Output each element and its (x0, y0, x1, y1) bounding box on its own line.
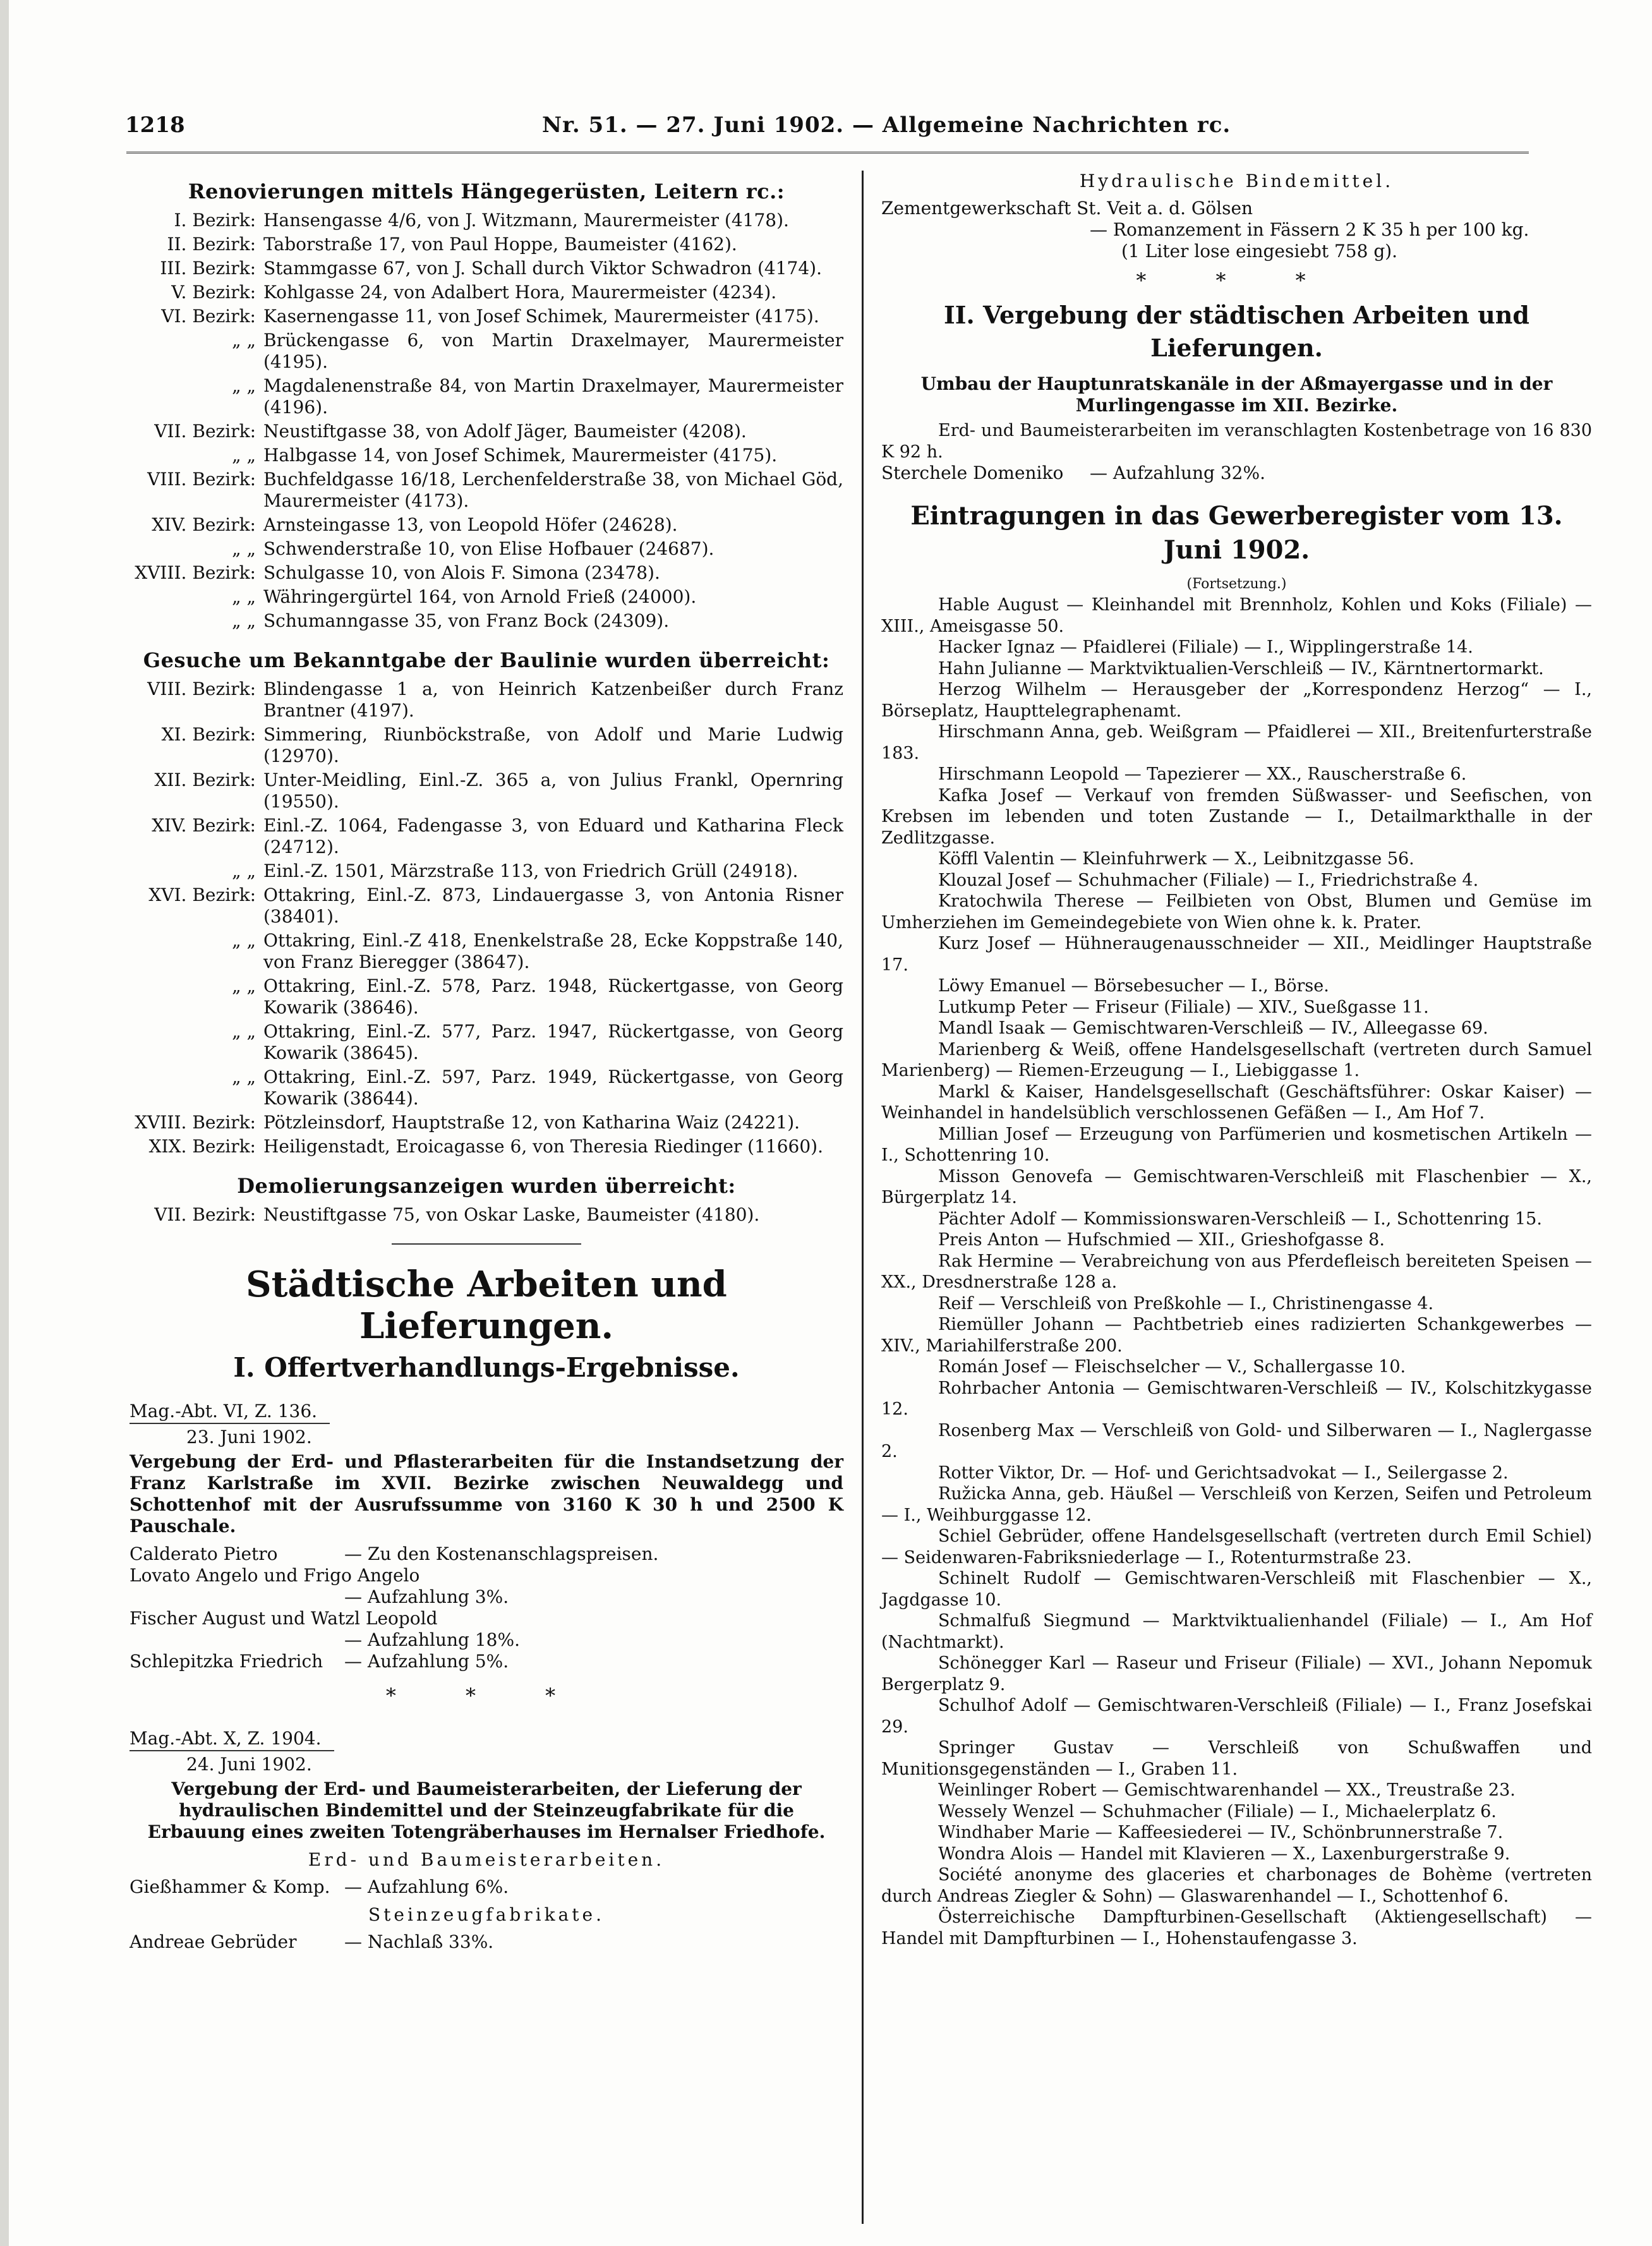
register-entry: Misson Genovefa — Gemischtwaren-Verschleiß mit Flaschenbier — X., Bürgerplatz 14. (881, 1166, 1592, 1207)
offer-date: 23. Juni 1902. (186, 1427, 312, 1447)
offer-description: Vergebung der Erd- und Pflasterarbeiten für die Instandsetzung der Franz Karlstraße im XVII. Bezirke zwischen Neuwaldegg und Schottenhof mit der Ausrufssumme von 3160 K 30 h und 2500 K Pauschale. (130, 1451, 843, 1537)
entry-text: Halbgasse 14, von Josef Schimek, Maurermeister (4175). (263, 445, 778, 466)
district-label: „ „ (232, 445, 256, 466)
district-entry (130, 306, 843, 327)
entry-text: Neustiftgasse 38, von Adolf Jäger, Baumeister (4208). (263, 421, 747, 442)
hydraulic-price: — Romanzement in Fässern 2 K 35 h per 100 kg. (1090, 219, 1529, 240)
continuation-note: (Fortsetzung.) (1186, 576, 1287, 592)
bid-value: — Aufzahlung 5%. (344, 1651, 509, 1672)
register-entry: Hirschmann Anna, geb. Weißgram — Pfaidlerei — XII., Breitenfurterstraße 183. (881, 722, 1592, 763)
district-entry (130, 258, 843, 279)
district-label: I. Bezirk: (174, 210, 256, 231)
umbau-text: Erd- und Baumeisterarbeiten im veranschlagten Kostenbetrage von 16 830 K 92 h. (881, 421, 1592, 462)
bid-value: — Zu den Kostenanschlagspreisen. (344, 1543, 659, 1564)
district-entry (130, 469, 843, 512)
district-label: „ „ (232, 975, 256, 996)
bid-value: — Aufzahlung 18%. (344, 1629, 520, 1650)
district-label: VIII. Bezirk: (147, 469, 256, 490)
register-entry: Schiel Gebrüder, offene Handelsgesellschaft (vertreten durch Emil Schiel) — Seidenwaren-Fabriksniederlage — I., Rotenturmstraße 23. (881, 1526, 1592, 1567)
renovation-list (130, 210, 843, 632)
right-column (881, 171, 1592, 1949)
bid-row (881, 462, 1592, 484)
entry-text: Schulgasse 10, von Alois F. Simona (23478). (263, 562, 660, 583)
register-entry: Wessely Wenzel — Schuhmacher (Filiale) — I., Michaelerplatz 6. (938, 1801, 1497, 1821)
separator-stars: * * * (385, 1684, 588, 1708)
entry-text: Währingergürtel 164, von Arnold Frieß (24000). (263, 586, 697, 607)
demolition-list (130, 1204, 843, 1226)
district-label: „ „ (232, 330, 256, 351)
entry-text: Simmering, Riunböckstraße, von Adolf und Marie Ludwig (12970). (263, 724, 843, 766)
district-label: „ „ (232, 1021, 256, 1042)
entry-text: Brückengasse 6, von Martin Draxelmayer, Maurermeister (4195). (263, 330, 843, 372)
district-entry (130, 1136, 843, 1157)
district-label: „ „ (232, 860, 256, 881)
register-title: Eintragungen in das Gewerberegister vom 13. Juni 1902. (910, 501, 1563, 565)
district-entry (130, 860, 843, 882)
demolition-heading: Demolierungsanzeigen wurden überreicht: (237, 1174, 736, 1198)
bidder-name: Fischer August und Watzl Leopold (130, 1608, 438, 1629)
entry-text: Ottakring, Einl.-Z. 597, Parz. 1949, Rückertgasse, von Georg Kowarik (38644). (263, 1066, 843, 1109)
district-entry (130, 421, 843, 442)
register-entry: Román Josef — Fleischselcher — V., Schallergasse 10. (938, 1357, 1406, 1377)
entry-text: Schumanngasse 35, von Franz Bock (24309). (263, 610, 670, 631)
district-label: VII. Bezirk: (154, 1204, 256, 1225)
register-entry: Preis Anton — Hufschmied — XII., Grieshofgasse 8. (938, 1230, 1385, 1250)
entry-text: Kohlgasse 24, von Adalbert Hora, Maurermeister (4234). (263, 282, 777, 303)
register-entry: Mandl Isaak — Gemischtwaren-Verschleiß — IV., Alleegasse 69. (938, 1018, 1488, 1038)
register-entry: Pächter Adolf — Kommissionswaren-Verschleiß — I., Schottenring 15. (938, 1209, 1542, 1229)
district-entry (130, 375, 843, 418)
department-reference: Mag.-Abt. X, Z. 1904. (130, 1728, 334, 1751)
register-entry: Schulhof Adolf — Gemischtwaren-Verschleiß (Filiale) — I., Franz Josefskai 29. (881, 1696, 1592, 1737)
entry-text: Ottakring, Einl.-Z. 578, Parz. 1948, Rückertgasse, von Georg Kowarik (38646). (263, 975, 843, 1018)
entry-text: Blindengasse 1 a, von Heinrich Katzenbeißer durch Franz Brantner (4197). (263, 679, 843, 721)
section-ii-title: II. Vergebung der städtischen Arbeiten und Lieferungen. (944, 301, 1529, 362)
bidder-name: Schlepitzka Friedrich (130, 1651, 323, 1672)
district-entry (130, 724, 843, 767)
bidder-name: Andreae Gebrüder (130, 1931, 297, 1952)
entry-text: Neustiftgasse 75, von Oskar Laske, Baumeister (4180). (263, 1204, 760, 1225)
district-label: V. Bezirk: (171, 282, 256, 303)
entry-text: Unter-Meidling, Einl.-Z. 365 a, von Julius Frankl, Opernring (19550). (263, 770, 843, 812)
offer-block-2 (130, 1719, 843, 1953)
register-entry: Schönegger Karl — Raseur und Friseur (Filiale) — XVI., Johann Nepomuk Bergerplatz 9. (881, 1653, 1592, 1694)
register-entry: Wondra Alois — Handel mit Klavieren — X., Laxenburgerstraße 9. (938, 1844, 1510, 1864)
hydraulic-heading: Hydraulische Bindemittel. (1079, 171, 1394, 191)
bidder-name: Gießhammer & Komp. (130, 1876, 330, 1897)
register-list (881, 595, 1592, 1949)
district-entry (130, 885, 843, 927)
hydraulic-bidder: Zementgewerkschaft St. Veit a. d. Gölsen (881, 198, 1253, 219)
district-entry (130, 1066, 843, 1109)
running-title: Nr. 51. — 27. Juni 1902. — Allgemeine Nachrichten rc. (542, 112, 1231, 138)
bid-value: — Aufzahlung 3%. (344, 1586, 509, 1607)
district-entry (130, 538, 843, 560)
district-label: XIV. Bezirk: (152, 815, 256, 836)
district-label: XIX. Bezirk: (148, 1136, 256, 1157)
offer-description: Vergebung der Erd- und Baumeisterarbeiten, der Lieferung der hydraulischen Bindemittel und der Steinzeugfabrikate für die Erbauung eines zweiten Totengräberhauses im Hernalser Friedhofe. (147, 1778, 826, 1842)
renovation-heading: Renovierungen mittels Hängegerüsten, Leitern rc.: (188, 179, 785, 203)
separator-stars: * * * (1136, 269, 1337, 293)
header-rule (126, 152, 1529, 160)
page-number: 1218 (125, 112, 185, 138)
district-entry (130, 610, 843, 632)
register-entry: Köffl Valentin — Kleinfuhrwerk — X., Leibnitzgasse 56. (938, 849, 1414, 869)
entry-text: Buchfeldgasse 16/18, Lerchenfelderstraße 38, von Michael Göd, Maurermeister (4173). (263, 469, 843, 511)
register-entry: Markl & Kaiser, Handelsgesellschaft (Geschäftsführer: Oskar Kaiser) — Weinhandel in handelsüblich verschlossenen Gefäßen — I., Am Hof 7. (881, 1082, 1592, 1123)
entry-text: Einl.-Z. 1064, Fadengasse 3, von Eduard und Katharina Fleck (24712). (263, 815, 843, 857)
district-entry (130, 586, 843, 608)
entry-text: Arnsteingasse 13, von Leopold Höfer (24628). (263, 514, 678, 535)
district-label: „ „ (232, 586, 256, 607)
register-entry: Rohrbacher Antonia — Gemischtwaren-Verschleiß — IV., Kolschitzkygasse 12. (881, 1378, 1592, 1419)
bid-row (130, 1608, 843, 1629)
register-entry: Millian Josef — Erzeugung von Parfümerien und kosmetischen Artikeln — I., Schottenring 10. (881, 1124, 1592, 1165)
register-entry: Springer Gustav — Verschleiß von Schußwaffen und Munitionsgegenständen — I., Graben 11. (881, 1738, 1592, 1779)
bid-row (130, 1931, 843, 1953)
offer-block-1 (130, 1392, 843, 1672)
register-entry: Rosenberg Max — Verschleiß von Gold- und Silberwaren — I., Naglergasse 2. (881, 1420, 1592, 1461)
register-entry: Österreichische Dampfturbinen-Gesellschaft (Aktiengesellschaft) — Handel mit Dampfturbinen — I., Hohenstaufengasse 3. (881, 1907, 1592, 1948)
register-entry: Reif — Verschleiß von Preßkohle — I., Christinengasse 4. (938, 1293, 1434, 1313)
page-edge (0, 0, 9, 2246)
bidder-name (130, 1586, 344, 1608)
subsection-title: I. Offertverhandlungs-Ergebnisse. (233, 1352, 740, 1383)
district-label: „ „ (232, 610, 256, 631)
page-header (125, 107, 1540, 145)
bid-row (130, 1876, 843, 1898)
district-entry (130, 770, 843, 812)
district-label: VII. Bezirk: (154, 421, 256, 442)
bid-row (130, 1651, 843, 1672)
entry-text: Magdalenenstraße 84, von Martin Draxelmayer, Maurermeister (4196). (263, 375, 843, 418)
district-entry (130, 234, 843, 255)
register-entry: Riemüller Johann — Pachtbetrieb eines radizierten Schankgewerbes — XIV., Mariahilferstraße 200. (881, 1315, 1592, 1356)
bid-value: — Aufzahlung 32%. (1090, 462, 1265, 483)
entry-text: Einl.-Z. 1501, Märzstraße 113, von Friedrich Grüll (24918). (263, 860, 799, 881)
register-entry: Lutkump Peter — Friseur (Filiale) — XIV., Sueßgasse 11. (938, 997, 1429, 1017)
bid-row (130, 1543, 843, 1565)
register-entry: Société anonyme des glaceries et charbonages de Bohème (vertreten durch Andreas Ziegler & Sohn) — Glaswarenhandel — I., Schottenhof 6. (881, 1865, 1592, 1906)
main-section-title: Städtische Arbeiten und Lieferungen. (246, 1264, 727, 1347)
entry-text: Stammgasse 67, von J. Schall durch Viktor Schwadron (4174). (263, 258, 823, 279)
bid-row (130, 1565, 843, 1586)
register-entry: Schinelt Rudolf — Gemischtwaren-Verschleiß mit Flaschenbier — X., Jagdgasse 10. (881, 1569, 1592, 1610)
district-label: XIV. Bezirk: (152, 514, 256, 535)
entry-text: Ottakring, Einl.-Z 418, Enenkelstraße 28, Ecke Koppstraße 140, von Franz Bieregger (38647). (263, 930, 843, 972)
register-entry: Hacker Ignaz — Pfaidlerei (Filiale) — I., Wipplingerstraße 14. (938, 637, 1473, 657)
offer-date: 24. Juni 1902. (186, 1754, 312, 1775)
umbau-title: Umbau der Hauptunratskanäle in der Aßmayergasse und in der Murlingengasse im XII. Bezirke. (920, 373, 1553, 416)
district-label: „ „ (232, 538, 256, 559)
register-entry: Kurz Josef — Hühneraugenausschneider — XII., Meidlinger Hauptstraße 17. (881, 934, 1592, 975)
bidder-name: Lovato Angelo und Frigo Angelo (130, 1565, 420, 1586)
district-label: XVIII. Bezirk: (135, 1112, 256, 1133)
district-label: XII. Bezirk: (154, 770, 256, 790)
register-entry: Marienberg & Weiß, offene Handelsgesellschaft (vertreten durch Samuel Marienberg) — Riemen-Erzeugung — I., Liebiggasse 1. (881, 1039, 1592, 1080)
register-entry: Kafka Josef — Verkauf von fremden Süßwasser- und Seefischen, von Krebsen im lebenden und toten Zustande — I., Detailmarkthalle in der Zedlitzgasse. (881, 785, 1592, 848)
bauline-list (130, 679, 843, 1157)
register-entry: Herzog Wilhelm — Herausgeber der „Korrespondenz Herzog“ — I., Börseplatz, Haupttelegraphenamt. (881, 680, 1592, 721)
district-label: „ „ (232, 930, 256, 951)
register-entry: Schmalfuß Siegmund — Marktviktualienhandel (Filiale) — I., Am Hof (Nachtmarkt). (881, 1611, 1592, 1652)
register-entry: Klouzal Josef — Schuhmacher (Filiale) — I., Friedrichstraße 4. (938, 870, 1479, 890)
entry-text: Ottakring, Einl.-Z. 873, Lindauergasse 3, von Antonia Risner (38401). (263, 885, 843, 927)
column-divider (862, 171, 864, 2224)
bauline-heading: Gesuche um Bekanntgabe der Baulinie wurden überreicht: (143, 648, 830, 672)
entry-text: Taborstraße 17, von Paul Hoppe, Baumeister (4162). (263, 234, 737, 255)
entry-text: Hansengasse 4/6, von J. Witzmann, Maurermeister (4178). (263, 210, 789, 231)
bid-row (130, 1629, 843, 1651)
district-entry (130, 1112, 843, 1133)
entry-text: Ottakring, Einl.-Z. 577, Parz. 1947, Rückertgasse, von Georg Kowarik (38645). (263, 1021, 843, 1063)
bid-list (130, 1543, 843, 1672)
entry-text: Kasernengasse 11, von Josef Schimek, Maurermeister (4175). (263, 306, 819, 327)
district-label: XI. Bezirk: (161, 724, 256, 745)
register-entry: Hahn Julianne — Marktviktualien-Verschleiß — IV., Kärntnertormarkt. (938, 658, 1544, 679)
district-label: VI. Bezirk: (161, 306, 256, 327)
district-entry (130, 975, 843, 1018)
entry-text: Schwenderstraße 10, von Elise Hofbauer (24687). (263, 538, 714, 559)
register-entry: Rak Hermine — Verabreichung von aus Pferdefleisch bereiteten Speisen — XX., Dresdnerstraße 128 a. (881, 1251, 1592, 1292)
bidder-name (130, 1629, 344, 1651)
bid-value: — Aufzahlung 6%. (344, 1876, 509, 1897)
hydraulic-note: (1 Liter lose eingesiebt 758 g). (1121, 241, 1398, 262)
entry-text: Heiligenstadt, Eroicagasse 6, von Theresia Riedinger (11660). (263, 1136, 824, 1157)
district-entry (130, 562, 843, 584)
work-category: Erd- und Baumeisterarbeiten. (308, 1849, 665, 1870)
district-entry (130, 930, 843, 973)
district-entry (130, 445, 843, 466)
register-entry: Rotter Viktor, Dr. — Hof- und Gerichtsadvokat — I., Seilergasse 2. (938, 1463, 1509, 1483)
register-entry: Windhaber Marie — Kaffeesiederei — IV., Schönbrunnerstraße 7. (938, 1823, 1504, 1842)
district-label: III. Bezirk: (160, 258, 256, 279)
bid-value: — Nachlaß 33%. (344, 1931, 494, 1952)
district-label: „ „ (232, 375, 256, 396)
district-entry (130, 210, 843, 231)
district-entry (130, 330, 843, 373)
department-reference: Mag.-Abt. VI, Z. 136. (130, 1401, 330, 1424)
register-entry: Löwy Emanuel — Börsebesucher — I., Börse. (938, 976, 1329, 996)
register-entry: Kratochwila Therese — Feilbieten von Obst, Blumen und Gemüse im Umherziehen im Gemeindegebiete von Wien ohne k. k. Prater. (881, 891, 1592, 933)
bid-row (130, 1586, 843, 1608)
district-label: „ „ (232, 1066, 256, 1087)
left-column (130, 171, 843, 1953)
district-entry (130, 1021, 843, 1064)
district-entry (130, 282, 843, 303)
register-entry: Weinlinger Robert — Gemischtwarenhandel — XX., Treustraße 23. (938, 1780, 1516, 1800)
register-entry: Hirschmann Leopold — Tapezierer — XX., Rauscherstraße 6. (938, 764, 1467, 784)
bidder-name: Calderato Pietro (130, 1543, 278, 1564)
district-label: XVI. Bezirk: (148, 885, 256, 905)
district-entry (130, 679, 843, 721)
district-entry (130, 815, 843, 858)
district-label: XVIII. Bezirk: (135, 562, 256, 583)
register-entry: Ružicka Anna, geb. Häußel — Verschleiß von Kerzen, Seifen und Petroleum — I., Weihburggasse 12. (881, 1484, 1592, 1525)
section-rule (392, 1243, 581, 1245)
district-label: II. Bezirk: (167, 234, 256, 255)
bidder-name: Sterchele Domeniko (881, 462, 1064, 483)
work-category: Steinzeugfabrikate. (368, 1904, 605, 1925)
district-entry (130, 1204, 843, 1226)
entry-text: Pötzleinsdorf, Hauptstraße 12, von Katharina Waiz (24221). (263, 1112, 800, 1133)
district-label: VIII. Bezirk: (147, 679, 256, 699)
district-entry (130, 514, 843, 536)
register-entry: Hable August — Kleinhandel mit Brennholz, Kohlen und Koks (Filiale) — XIII., Ameisgasse 50. (881, 595, 1592, 636)
